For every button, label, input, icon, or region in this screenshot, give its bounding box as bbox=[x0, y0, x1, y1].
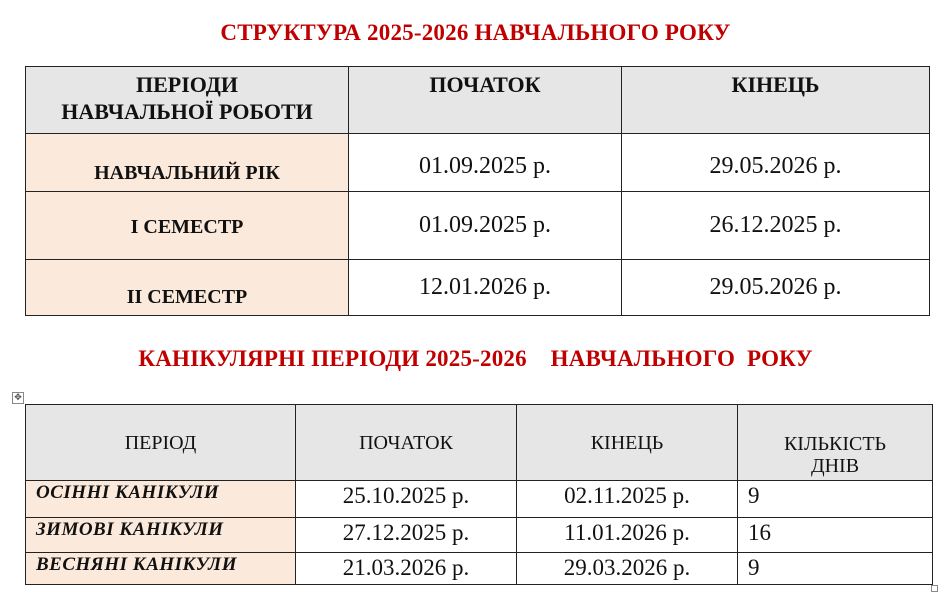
period-cell: ОСІННІ КАНІКУЛИ bbox=[26, 481, 296, 518]
end-date-cell: 02.11.2025 р. bbox=[517, 481, 738, 518]
resize-handle-icon[interactable] bbox=[931, 585, 938, 592]
table-row bbox=[26, 518, 933, 553]
header-days-line2: ДНІВ bbox=[810, 455, 860, 477]
start-date-cell: 25.10.2025 р. bbox=[296, 481, 517, 518]
header-end: КІНЕЦЬ bbox=[622, 67, 930, 134]
start-date-cell: 01.09.2025 р. bbox=[349, 192, 622, 260]
holidays-title: КАНІКУЛЯРНІ ПЕРІОДИ 2025-2026 НАВЧАЛЬНОГО РОКУ bbox=[138, 346, 813, 371]
structure-title: СТРУКТУРА 2025-2026 НАВЧАЛЬНОГО РОКУ bbox=[220, 20, 731, 45]
header-periods-line2: НАВЧАЛЬНОЇ РОБОТИ bbox=[61, 99, 313, 124]
table-row bbox=[26, 481, 933, 518]
structure-table bbox=[25, 66, 930, 316]
table-row bbox=[26, 260, 930, 316]
days-count-cell: 9 bbox=[738, 553, 933, 585]
start-date-cell: 27.12.2025 р. bbox=[296, 518, 517, 553]
header-start: ПОЧАТОК bbox=[296, 405, 517, 481]
header-end: КІНЕЦЬ bbox=[517, 405, 738, 481]
header-period: ПЕРІОД bbox=[26, 405, 296, 481]
move-handle-icon[interactable]: ✥ bbox=[12, 392, 24, 404]
days-count-cell: 16 bbox=[738, 518, 933, 553]
end-date-cell: 29.05.2026 р. bbox=[622, 260, 930, 316]
holidays-table bbox=[25, 404, 933, 585]
period-cell: І СЕМЕСТР bbox=[26, 192, 349, 260]
header-start: ПОЧАТОК bbox=[349, 67, 622, 134]
header-periods-line1: ПЕРІОДИ bbox=[135, 72, 239, 97]
days-count-cell: 9 bbox=[738, 481, 933, 518]
end-date-cell: 11.01.2026 р. bbox=[517, 518, 738, 553]
table-row bbox=[26, 134, 930, 192]
start-date-cell: 01.09.2025 р. bbox=[349, 134, 622, 192]
end-date-cell: 26.12.2025 р. bbox=[622, 192, 930, 260]
start-date-cell: 12.01.2026 р. bbox=[349, 260, 622, 316]
start-date-cell: 21.03.2026 р. bbox=[296, 553, 517, 585]
header-periods bbox=[26, 67, 349, 134]
end-date-cell: 29.03.2026 р. bbox=[517, 553, 738, 585]
period-cell: ІІ СЕМЕСТР bbox=[26, 260, 349, 316]
header-days-line1: КІЛЬКІСТЬ bbox=[783, 433, 887, 455]
table-header-row bbox=[26, 405, 933, 481]
table-row bbox=[26, 553, 933, 585]
table-header-row bbox=[26, 67, 930, 134]
period-cell: НАВЧАЛЬНИЙ РІК bbox=[26, 134, 349, 192]
header-days-count bbox=[738, 405, 933, 481]
period-cell: ЗИМОВІ КАНІКУЛИ bbox=[26, 518, 296, 553]
table-row bbox=[26, 192, 930, 260]
end-date-cell: 29.05.2026 р. bbox=[622, 134, 930, 192]
period-cell: ВЕСНЯНІ КАНІКУЛИ bbox=[26, 553, 296, 585]
